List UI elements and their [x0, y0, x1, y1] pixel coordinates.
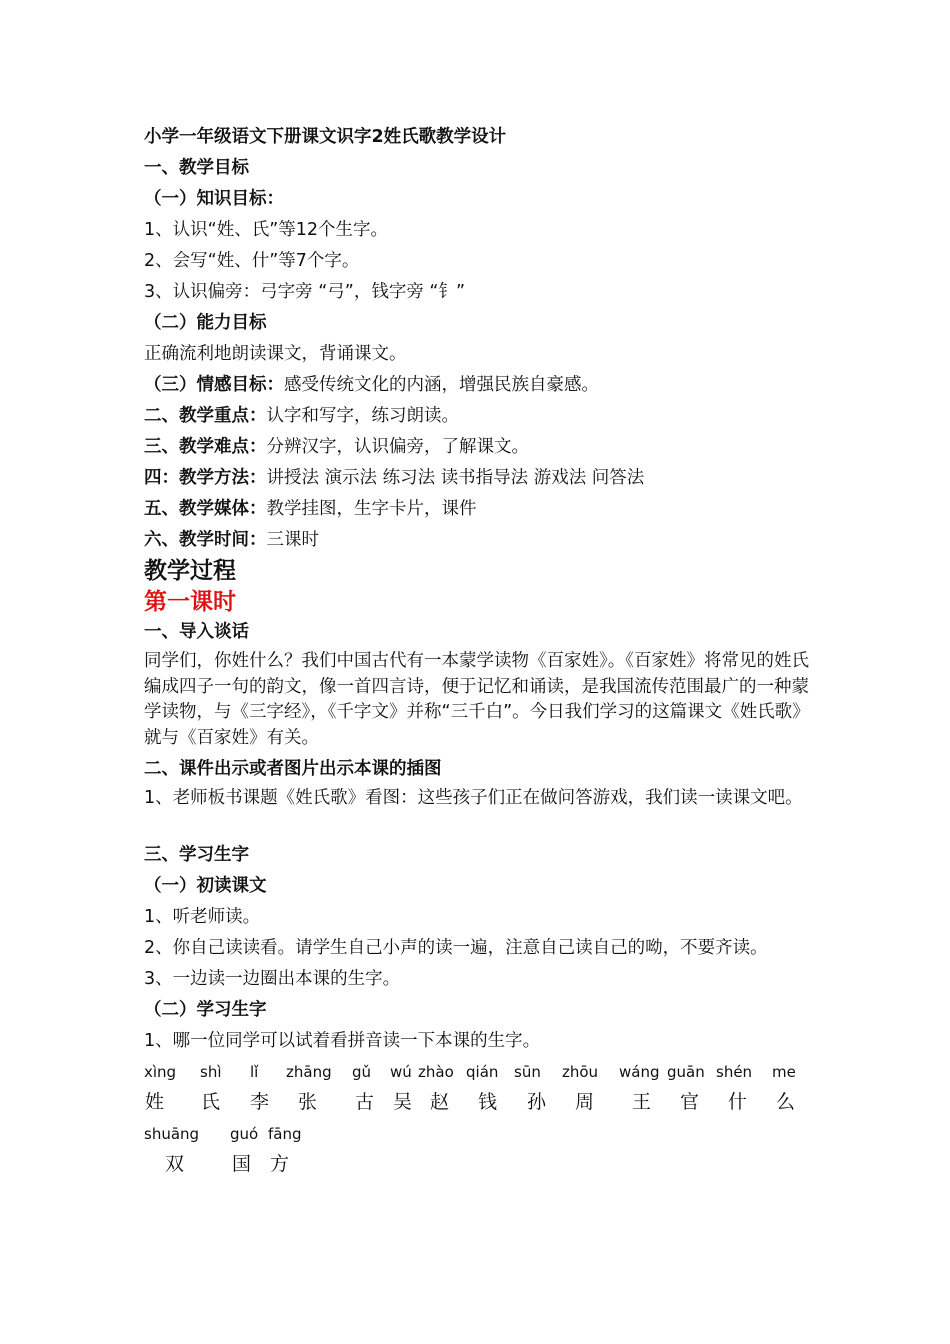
pinyin-syllable: zhāng — [286, 1063, 332, 1081]
lesson1-heading: 第一课时 — [144, 589, 236, 615]
new-character: 孙 — [527, 1091, 547, 1113]
pinyin-syllable: zhào — [418, 1063, 454, 1081]
study-item-1: 1、哪一位同学可以试着看拼音读一下本课的生字。 — [144, 1031, 541, 1051]
time-text: 三课时 — [266, 530, 319, 550]
pinyin-syllable: zhōu — [562, 1063, 599, 1081]
pinyin-syllable: wáng — [619, 1063, 660, 1081]
new-character: 钱 — [478, 1091, 498, 1113]
emotion-heading: （三）情感目标： — [144, 375, 284, 395]
ability-heading: （二）能力目标 — [144, 313, 267, 333]
new-character: 周 — [575, 1091, 595, 1113]
intro-heading: 一、导入谈话 — [144, 622, 249, 642]
read-item-3: 3、一边读一边圈出本课的生字。 — [144, 969, 401, 989]
objectives-heading: 一、教学目标 — [144, 158, 249, 178]
ability-text: 正确流利地朗读课文，背诵课文。 — [144, 344, 407, 364]
pinyin-syllable: gǔ — [352, 1063, 372, 1081]
learn-heading: 三、学习生字 — [144, 845, 249, 865]
pinyin-syllable: me — [772, 1063, 796, 1081]
new-character: 李 — [250, 1091, 270, 1113]
media-line — [144, 497, 477, 521]
new-character: 国 — [232, 1153, 252, 1175]
media-label: 五、教学媒体： — [144, 499, 267, 519]
read-item-1: 1、听老师读。 — [144, 907, 261, 927]
key-points-label: 二、教学重点： — [144, 406, 267, 426]
pinyin-syllable: guó — [230, 1125, 259, 1143]
knowledge-item-3: 3、认识偏旁：弓字旁 “弓”，钱字旁 “钅” — [144, 282, 466, 302]
new-character: 么 — [776, 1091, 796, 1113]
key-points-text: 认字和写字，练习朗读。 — [266, 406, 459, 426]
intro-paragraph: 同学们，你姓什么？我们中国古代有一本蒙学读物《百家姓》。《百家姓》将常见的姓氏编成四子一句的韵文，像一首四言诗，便于记忆和诵读，是我国流传范围最广的一种蒙学读物，与《三字经》，《千字文》并称“三千白”。今日我们学习的这篇课文《姓氏歌》就与《百家姓》有关。 — [144, 651, 810, 748]
methods-label: 四：教学方法： — [144, 468, 267, 488]
difficulties-text: 分辨汉字，认识偏旁，了解课文。 — [266, 437, 529, 457]
key-points-line — [144, 404, 459, 428]
pinyin-syllable: wú — [390, 1063, 412, 1081]
new-character: 官 — [680, 1091, 700, 1113]
new-character: 古 — [355, 1091, 375, 1113]
pinyin-syllable: xìng — [144, 1063, 177, 1081]
pinyin-syllable: lǐ — [250, 1063, 259, 1081]
methods-line — [144, 466, 644, 490]
read-item-2: 2、你自己读读看。请学生自己小声的读一遍，注意自己读自己的呦，不要齐读。 — [144, 938, 768, 958]
new-character: 张 — [298, 1091, 318, 1113]
illustration-paragraph: 1、老师板书课题《姓氏歌》看图：这些孩子们正在做问答游戏，我们读一读课文吧。 — [144, 788, 803, 808]
pinyin-syllable: qián — [466, 1063, 499, 1081]
illustration-heading: 二、课件出示或者图片出示本课的插图 — [144, 759, 442, 779]
new-character: 姓 — [145, 1091, 165, 1113]
emotion-text: 感受传统文化的内涵，增强民族自豪感。 — [284, 375, 599, 395]
new-character: 吴 — [393, 1091, 413, 1113]
knowledge-heading: （一）知识目标： — [144, 189, 284, 209]
pinyin-syllable: shì — [200, 1063, 222, 1081]
new-character: 王 — [632, 1091, 652, 1113]
new-character: 双 — [165, 1153, 185, 1175]
pinyin-syllable: sūn — [514, 1063, 541, 1081]
pinyin-syllable: guān — [667, 1063, 705, 1081]
study-heading: （二）学习生字 — [144, 1000, 267, 1020]
media-text: 教学挂图，生字卡片，课件 — [266, 499, 477, 519]
document-title: 小学一年级语文下册课文识字2姓氏歌教学设计 — [144, 127, 507, 147]
difficulties-label: 三、教学难点： — [144, 437, 267, 457]
emotion-line — [144, 373, 599, 397]
difficulties-line — [144, 435, 529, 459]
pinyin-syllable: fāng — [268, 1125, 302, 1143]
pinyin-syllable: shén — [716, 1063, 753, 1081]
new-character: 氏 — [201, 1091, 221, 1113]
process-heading: 教学过程 — [144, 558, 236, 584]
time-label: 六、教学时间： — [144, 530, 267, 550]
new-character: 赵 — [430, 1091, 450, 1113]
new-character: 方 — [270, 1153, 290, 1175]
read-heading: （一）初读课文 — [144, 876, 267, 896]
time-line — [144, 528, 319, 552]
methods-text: 讲授法 演示法 练习法 读书指导法 游戏法 问答法 — [266, 468, 645, 488]
new-character: 什 — [728, 1091, 748, 1113]
knowledge-item-1: 1、认识“姓、氏”等12个生字。 — [144, 220, 389, 240]
pinyin-syllable: shuāng — [144, 1125, 200, 1143]
knowledge-item-2: 2、会写“姓、什”等7个字。 — [144, 251, 360, 271]
